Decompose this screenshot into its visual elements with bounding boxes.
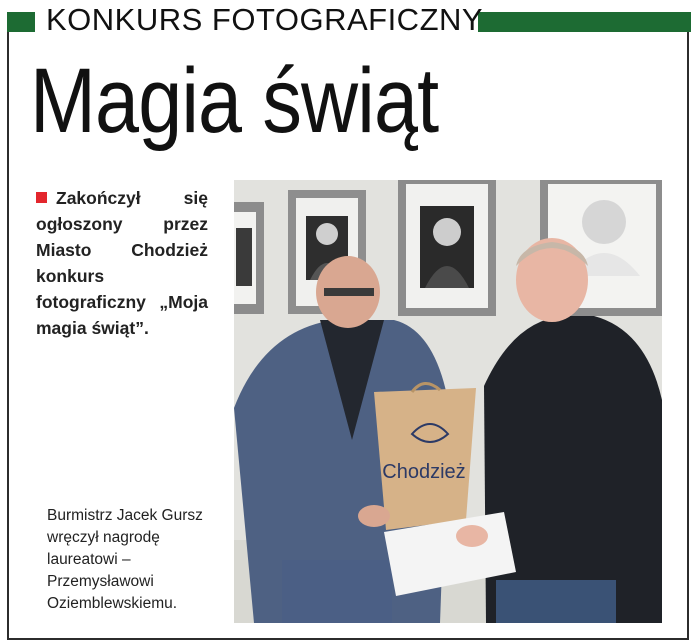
bullet-square-icon xyxy=(36,192,47,203)
bag-logo-text: Chodzież xyxy=(382,461,466,483)
chodziez-gift-bag xyxy=(374,383,476,530)
wall-portrait-frame xyxy=(398,180,496,316)
section-title: KONKURS FOTOGRAFICZNY xyxy=(46,2,484,37)
header-bar-right xyxy=(478,12,691,32)
headline: Magia świąt xyxy=(30,50,439,152)
photo-caption: Burmistrz Jacek Gursz wręczył nagrodę laureatowi – Przemysławowi Oziemblewskiemu. xyxy=(47,507,203,612)
header-bar-left xyxy=(7,12,35,32)
article-photo xyxy=(234,180,662,623)
lead-text: Zakończył się ogłoszony przez Miasto Chodzież konkurs fotograficzny „Moja magia świąt”. xyxy=(36,188,208,338)
right-hand xyxy=(456,525,488,547)
left-hand xyxy=(358,505,390,527)
wall-portrait-frame xyxy=(234,202,264,314)
lead-paragraph xyxy=(36,185,208,341)
award-photo-illustration xyxy=(234,180,662,623)
